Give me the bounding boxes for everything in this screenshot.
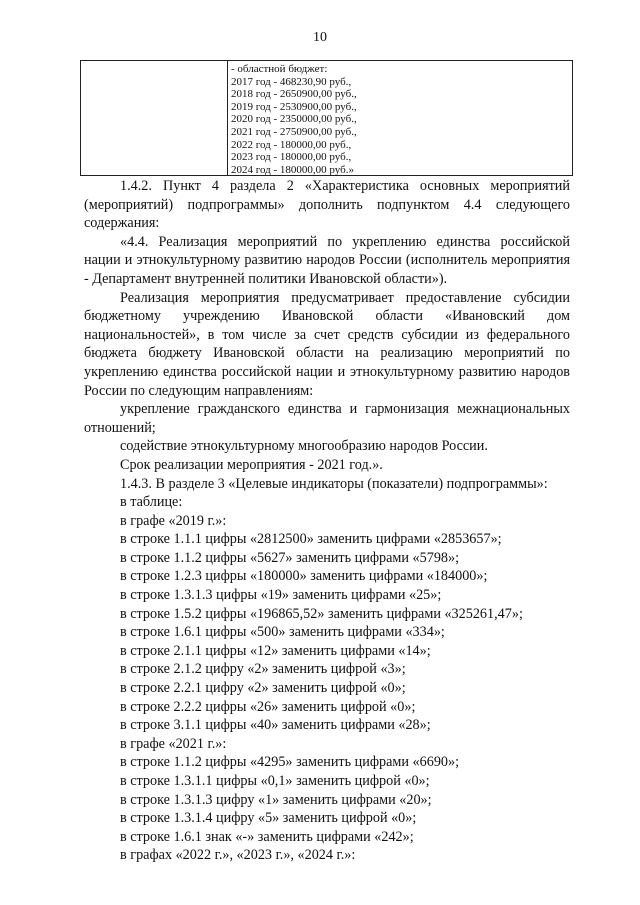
list-item: в строке 2.1.1 цифры «12» заменить цифрами «14»; bbox=[120, 642, 431, 659]
list-item: в графах «2022 г.», «2023 г.», «2024 г.»: bbox=[120, 847, 356, 864]
list-item: в строке 1.3.1.1 цифры «0,1» заменить цифрой «0»; bbox=[120, 773, 430, 789]
budget-table-values-cell bbox=[228, 61, 572, 175]
budget-row-2023: 2023 год - 180000,00 руб., bbox=[231, 151, 352, 164]
list-item: в строке 2.2.1 цифру «2» заменить цифрой «0»; bbox=[120, 680, 406, 697]
paragraph-4-4: «4.4. Реализация мероприятий по укреплению единства российской нации и этнокультурному развитию народов России (исполнитель мероприятия - Департамент внутренней политики Ивановской области»). bbox=[84, 233, 570, 287]
list-item: в графе «2021 г.»: bbox=[120, 735, 227, 752]
paragraph-1-4-2: 1.4.2. Пункт 4 раздела 2 «Характеристика основных мероприятий (мероприятий) подпрограммы» дополнить подпунктом 4.4 следующего содержания: bbox=[84, 178, 570, 232]
list-item: в графе «2019 г.»: bbox=[120, 512, 227, 529]
list-item: в строке 1.1.1 цифры «2812500» заменить цифрами «2853657»; bbox=[120, 531, 502, 548]
list-item: в строке 2.1.2 цифру «2» заменить цифрой «3»; bbox=[120, 661, 406, 678]
paragraph-1-4-3: 1.4.3. В разделе 3 «Целевые индикаторы (показатели) подпрограммы»: bbox=[120, 475, 548, 492]
budget-table-empty-cell bbox=[81, 61, 228, 175]
list-item: в строке 1.3.1.4 цифру «5» заменить цифрой «0»; bbox=[120, 810, 417, 827]
list-item: в таблице: bbox=[120, 494, 183, 511]
paragraph-direction-2: содействие этнокультурному многообразию народов России. bbox=[120, 438, 488, 455]
list-item: в строке 1.6.1 знак «-» заменить цифрами «242»; bbox=[120, 828, 414, 845]
budget-row-2021: 2021 год - 2750900,00 руб., bbox=[231, 125, 357, 138]
list-item: в строке 1.1.2 цифры «5627» заменить цифрами «5798»; bbox=[120, 549, 460, 566]
list-item: в строке 1.1.2 цифры «4295» заменить цифрами «6690»; bbox=[120, 754, 460, 771]
budget-heading: - областной бюджет: bbox=[231, 63, 328, 75]
list-item: в строке 1.6.1 цифры «500» заменить цифрами «334»; bbox=[120, 624, 445, 641]
budget-row-2017: 2017 год - 468230,90 руб., bbox=[231, 75, 352, 88]
budget-row-2022: 2022 год - 180000,00 руб., bbox=[231, 138, 352, 151]
paragraph-direction-1: укрепление гражданского единства и гармонизация межнациональных отношений; bbox=[84, 401, 570, 436]
budget-row-2020: 2020 год - 2350000,00 руб., bbox=[231, 113, 357, 126]
document-body bbox=[84, 177, 570, 865]
list-item: в строке 2.2.2 цифры «26» заменить цифрой «0»; bbox=[120, 698, 416, 715]
budget-row-2019: 2019 год - 2530900,00 руб., bbox=[231, 100, 357, 113]
list-item: в строке 3.1.1 цифры «40» заменить цифрами «28»; bbox=[120, 717, 431, 734]
list-item: в строке 1.3.1.3 цифру «1» заменить цифрами «20»; bbox=[120, 791, 432, 808]
paragraph-implementation: Реализация мероприятия предусматривает предоставление субсидии бюджетному учреждению Ивановской области «Ивановский дом национальностей», в том числе за счет средств субсидии из федерального бюджета бюджету Ивановской области на реализацию мероприятий по укреплению единства российской нации и этнокультурному развитию народов России по следующим направлениям: bbox=[84, 289, 570, 399]
list-item: в строке 1.2.3 цифры «180000» заменить цифрами «184000»; bbox=[120, 568, 488, 585]
list-item: в строке 1.3.1.3 цифры «19» заменить цифрами «25»; bbox=[120, 587, 442, 604]
paragraph-term: Срок реализации мероприятия - 2021 год.». bbox=[120, 456, 383, 473]
budget-row-2018: 2018 год - 2650900,00 руб., bbox=[231, 88, 357, 101]
page-number: 10 bbox=[313, 30, 327, 45]
budget-row-2024: 2024 год - 180000,00 руб.» bbox=[231, 163, 354, 176]
budget-table bbox=[80, 60, 573, 176]
list-item: в строке 1.5.2 цифры «196865,52» заменить цифрами «325261,47»; bbox=[120, 605, 523, 622]
